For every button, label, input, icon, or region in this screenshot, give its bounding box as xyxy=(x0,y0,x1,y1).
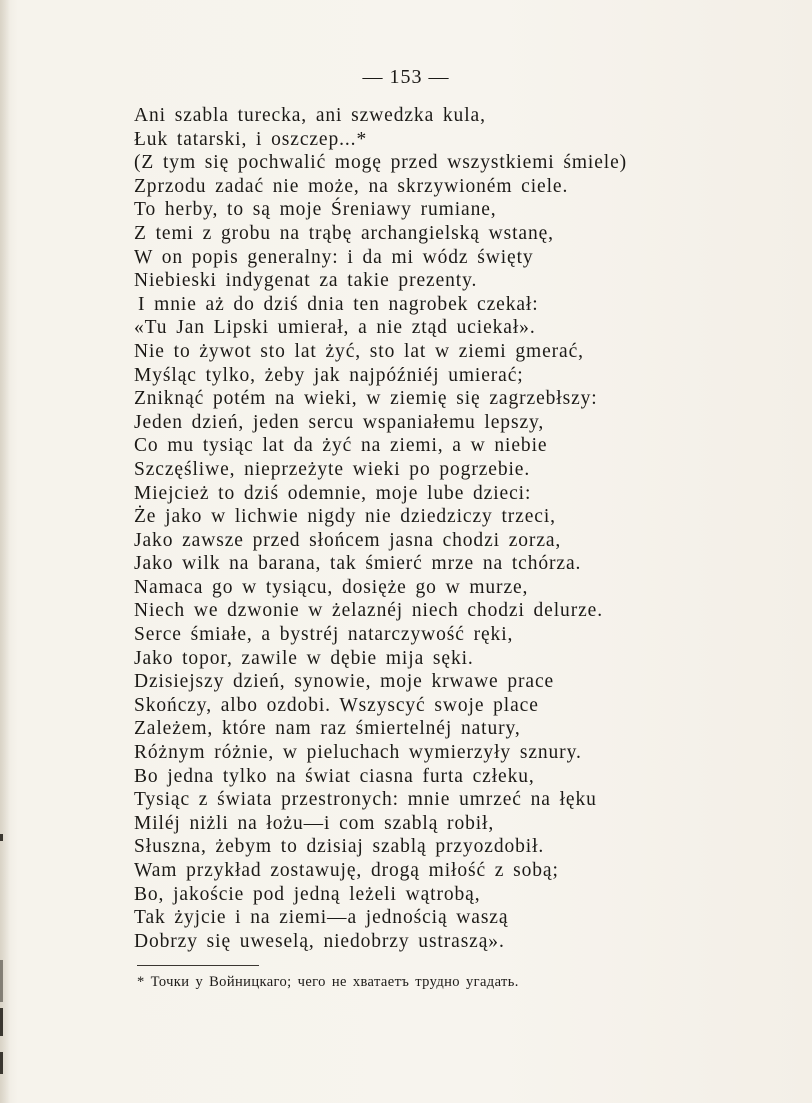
poem-line: Namaca go w tysiącu, dosięże go w murze, xyxy=(134,576,529,598)
poem-line: Słuszna, żebym to dzisiaj szablą przyozdobił. xyxy=(134,836,545,858)
poem-line: Dzisiejszy dzień, synowie, moje krwawe prace xyxy=(134,671,555,693)
margin-mark xyxy=(0,960,3,1002)
page-left-edge xyxy=(0,0,10,1103)
poem-line: Niech we dzwonie w żelaznéj niech chodzi delurze. xyxy=(134,600,603,622)
poem-line: Szczęśliwe, nieprzeżyte wieki po pogrzebie. xyxy=(134,458,531,480)
margin-mark xyxy=(0,1052,3,1074)
poem-line: Dobrzy się uweselą, niedobrzy ustraszą». xyxy=(134,930,505,952)
poem-line: Niebieski indygenat za takie prezenty. xyxy=(134,270,478,292)
poem-line: Co mu tysiąc lat da żyć na ziemi, a w niebie xyxy=(134,435,548,457)
poem-line: Miejcież to dziś odemnie, moje lube dzieci: xyxy=(134,482,532,504)
poem-line: Bo, jakoście pod jedną leżeli wątrobą, xyxy=(134,883,481,905)
poem-line: Zprzodu zadać nie może, na skrzywioném ciele. xyxy=(134,175,569,197)
poem-line: Jeden dzień, jeden sercu wspaniałemu lepszy, xyxy=(134,411,545,433)
poem-line: Jako topor, zawile w dębie mija sęki. xyxy=(134,647,474,669)
poem-line: Wam przykład zostawuję, drogą miłość z sobą; xyxy=(134,860,559,881)
poem-line: Tak żyjcie i na ziemi—a jednością waszą xyxy=(134,907,509,929)
margin-mark xyxy=(0,1008,3,1036)
poem-line: W on popis generalny: i da mi wódz święty xyxy=(134,246,534,268)
poem-line: Miléj niżli na łożu—i com szablą robił, xyxy=(134,812,495,834)
poem-line: Serce śmiałe, a bystréj natarczywość ręki, xyxy=(134,624,514,646)
poem-line: Bo jedna tylko na świat ciasna furta człeku, xyxy=(134,765,535,787)
poem-line: Jako wilk na barana, tak śmierć mrze na tchórza. xyxy=(134,553,582,575)
poem-line: (Z tym się pochwalić mogę przed wszystkiemi śmiele) xyxy=(134,152,628,174)
poem-text xyxy=(134,104,794,953)
poem-line: «Tu Jan Lipski umierał, a nie ztąd uciekał». xyxy=(134,317,536,339)
margin-mark xyxy=(0,834,3,841)
poem-line: Tysiąc z świata przestronych: mnie umrzeć na łęku xyxy=(134,789,597,811)
poem-line: Z temi z grobu na trąbę archangielską wstanę, xyxy=(134,222,554,244)
poem-line: To herby, to są moje Śreniawy rumiane, xyxy=(134,199,497,221)
poem-line: Skończy, albo ozdobi. Wszyscyć swoje place xyxy=(134,694,539,716)
poem-line: Różnym różnie, w pieluchach wymierzyły sznury. xyxy=(134,742,582,764)
poem-line: Ani szabla turecka, ani szwedzka kula, xyxy=(134,105,486,126)
page-number: — 153 — xyxy=(362,66,450,88)
footnote-rule xyxy=(137,965,259,966)
poem-line: Że jako w lichwie nigdy nie dziedziczy trzeci, xyxy=(134,506,556,528)
footnote: * Точки у Войницкаго; чего не хватаетъ трудно угадать. xyxy=(137,974,519,990)
poem-line: I mnie aż do dziś dnia ten nagrobek czekał: xyxy=(138,293,539,315)
poem-line: Myśląc tylko, żeby jak najpóźniéj umierać; xyxy=(134,364,524,386)
poem-line: Łuk tatarski, i oszczep...* xyxy=(134,128,368,150)
poem-line: Zniknąć potém na wieki, w ziemię się zagrzebłszy: xyxy=(134,388,598,410)
poem-line: Zależem, które nam raz śmiertelnéj natury, xyxy=(134,718,521,740)
poem-line: Nie to żywot sto lat żyć, sto lat w ziemi gmerać, xyxy=(134,340,584,362)
poem-line: Jako zawsze przed słońcem jasna chodzi zorza, xyxy=(134,529,562,551)
